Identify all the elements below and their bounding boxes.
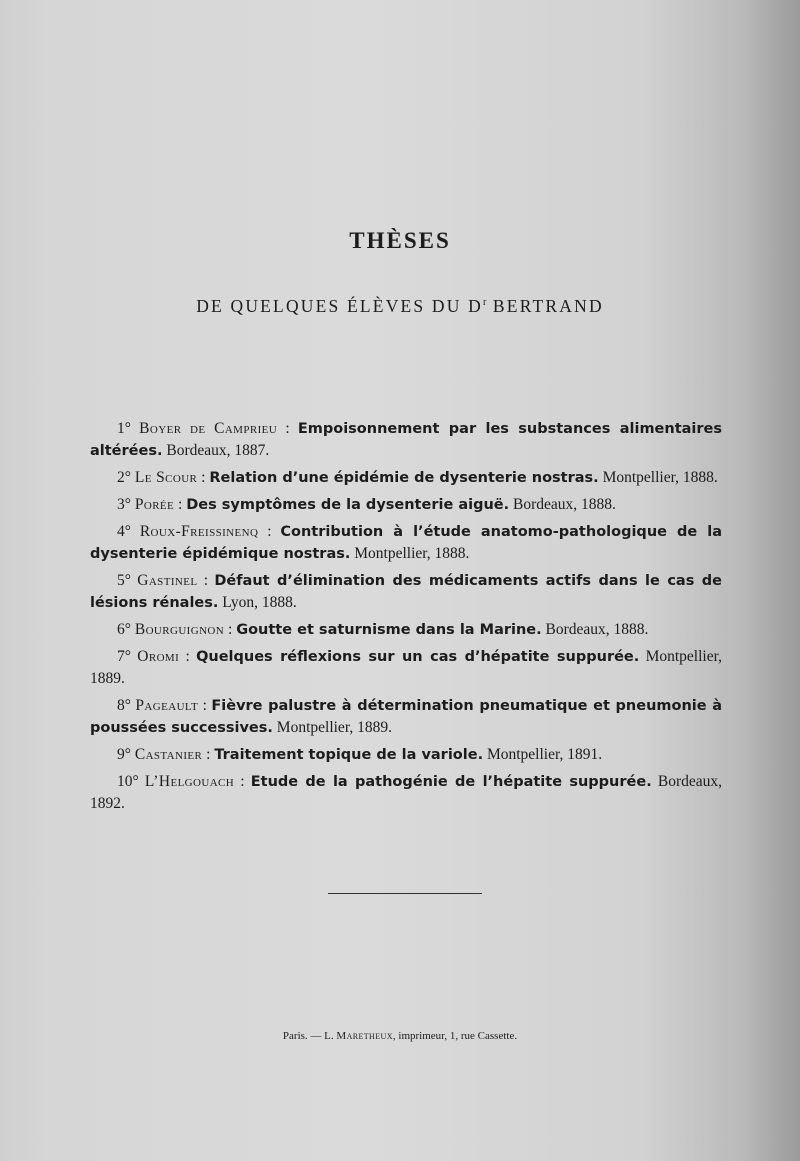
thesis-entry: 6° Bourguignon : Goutte et saturnisme dans la Marine. Bordeaux, 1888. bbox=[117, 621, 649, 638]
subtitle-suffix: BERTRAND bbox=[486, 296, 604, 316]
thesis-number: 4° bbox=[117, 523, 131, 540]
thesis-title: Traitement topique de la variole. bbox=[214, 747, 484, 763]
thesis-author: Roux-Freissinenq bbox=[139, 523, 259, 540]
thesis-title: Contribution à l’étude anatomo-pathologique de la dysenterie épidémique nostras. bbox=[90, 524, 722, 562]
thesis-number: 1° bbox=[117, 420, 131, 437]
page-subtitle bbox=[0, 296, 800, 317]
thesis-number: 7° bbox=[117, 648, 131, 665]
thesis-entry: 10° L’Helgouach : Etude de la pathogénie de l’hépatite suppurée. Bordeaux, 1892. bbox=[90, 773, 722, 812]
thesis-author: Le Scour bbox=[134, 469, 198, 486]
thesis-place-year: Bordeaux, 1887. bbox=[166, 442, 270, 459]
thesis-entry: 2° Le Scour : Relation d’une épidémie de dysenterie nostras. Montpellier, 1888. bbox=[117, 469, 718, 486]
page-title: THÈSES bbox=[349, 228, 451, 253]
thesis-place-year: Bordeaux, 1888. bbox=[545, 621, 649, 638]
subtitle-superscript: r bbox=[483, 297, 487, 309]
thesis-number: 8° bbox=[117, 697, 131, 714]
section-divider bbox=[328, 893, 482, 894]
thesis-author: Castanier bbox=[134, 746, 203, 763]
thesis-place-year: Montpellier, 1889. bbox=[90, 648, 723, 687]
thesis-entry: 9° Castanier : Traitement topique de la variole. Montpellier, 1891. bbox=[117, 746, 603, 763]
thesis-number: 5° bbox=[117, 572, 131, 589]
thesis-author: L’Helgouach bbox=[144, 773, 235, 790]
subtitle-prefix: DE QUELQUES ÉLÈVES DU D bbox=[196, 296, 484, 316]
thesis-title: Goutte et saturnisme dans la Marine. bbox=[236, 622, 542, 638]
thesis-place-year: Montpellier, 1889. bbox=[276, 719, 392, 736]
thesis-title: Etude de la pathogénie de l’hépatite suppurée. bbox=[250, 774, 652, 790]
thesis-author: Porée bbox=[134, 496, 175, 513]
thesis-entry: 7° Oromi : Quelques réflexions sur un cas d’hépatite suppurée. Montpellier, 1889. bbox=[90, 648, 723, 687]
thesis-title: Empoisonnement par les substances alimentaires altérées. bbox=[90, 421, 723, 459]
thesis-place-year: Montpellier, 1888. bbox=[354, 545, 470, 562]
thesis-place-year: Montpellier, 1888. bbox=[602, 469, 718, 486]
thesis-number: 9° bbox=[117, 746, 131, 763]
thesis-author: Boyer de Camprieu bbox=[139, 420, 278, 437]
thesis-entry: 1° Boyer de Camprieu : Empoisonnement par les substances alimentaires altérées. Bordeaux, 1887. bbox=[90, 420, 723, 459]
thesis-author: Oromi bbox=[137, 648, 180, 665]
thesis-author: Bourguignon bbox=[134, 621, 225, 638]
footer-suffix: , imprimeur, 1, rue Cassette. bbox=[392, 1030, 518, 1042]
footer-prefix: Paris. — L. bbox=[282, 1030, 337, 1042]
thesis-place-year: Lyon, 1888. bbox=[222, 594, 297, 611]
thesis-title: Quelques réflexions sur un cas d’hépatite suppurée. bbox=[196, 649, 640, 665]
thesis-place-year: Montpellier, 1891. bbox=[486, 746, 603, 763]
thesis-number: 3° bbox=[117, 496, 131, 513]
footer-printer-name: Maretheux bbox=[336, 1030, 393, 1042]
thesis-entry: 5° Gastinel : Défaut d’élimination des médicaments actifs dans le cas de lésions rénales. Lyon, 1888. bbox=[90, 572, 723, 611]
thesis-entry: 4° Roux-Freissinenq : Contribution à l’étude anatomo-pathologique de la dysenterie épidémique nostras. Montpellier, 1888. bbox=[90, 523, 722, 562]
thesis-place-year: Bordeaux, 1892. bbox=[90, 773, 722, 812]
thesis-title: Des symptômes de la dysenterie aiguë. bbox=[186, 497, 510, 513]
thesis-title: Défaut d’élimination des médicaments actifs dans le cas de lésions rénales. bbox=[90, 573, 723, 611]
thesis-author: Gastinel bbox=[137, 572, 198, 589]
thesis-list bbox=[90, 418, 722, 820]
thesis-title: Fièvre palustre à détermination pneumatique et pneumonie à poussées successives. bbox=[90, 698, 722, 736]
thesis-entry: 8° Pageault : Fièvre palustre à détermination pneumatique et pneumonie à poussées successives. Montpellier, 1889. bbox=[90, 697, 722, 736]
printer-footer bbox=[0, 1030, 800, 1042]
thesis-number: 2° bbox=[117, 469, 131, 486]
thesis-author: Pageault bbox=[135, 697, 199, 714]
thesis-place-year: Bordeaux, 1888. bbox=[513, 496, 616, 513]
thesis-title: Relation d’une épidémie de dysenterie nostras. bbox=[209, 470, 599, 486]
thesis-number: 10° bbox=[117, 773, 139, 790]
thesis-entry: 3° Porée : Des symptômes de la dysenterie aiguë. Bordeaux, 1888. bbox=[117, 496, 616, 513]
thesis-number: 6° bbox=[117, 621, 131, 638]
